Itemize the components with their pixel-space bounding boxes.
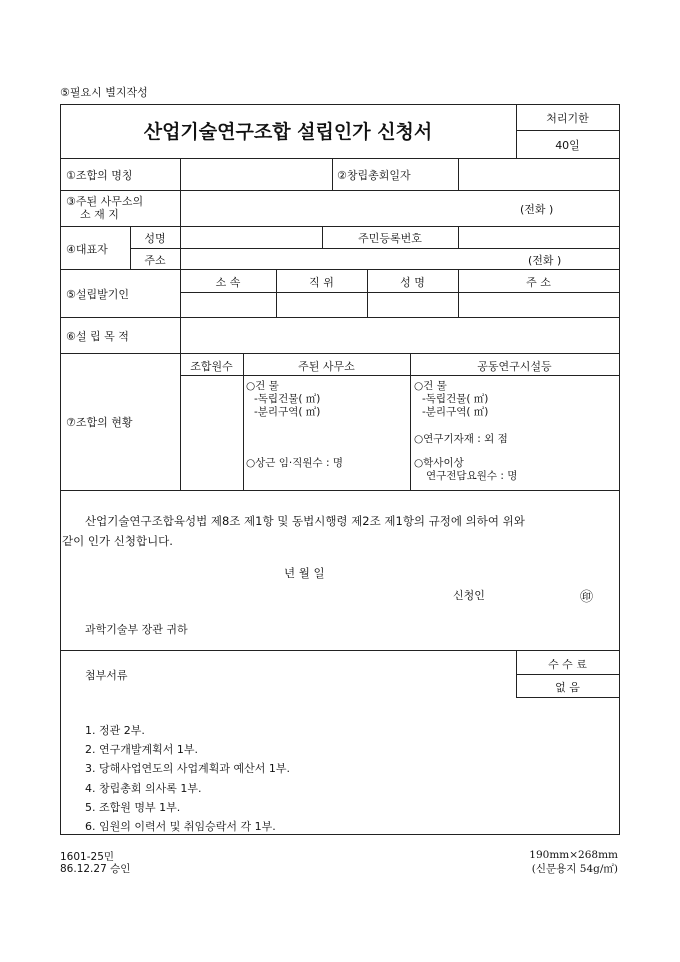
office-label-line2: 소 재 지 (80, 208, 119, 221)
declaration-text-line2: 같이 인가 신청합니다. (62, 534, 173, 548)
attachment-item: 4. 창립총회 의사록 1부. (85, 782, 202, 795)
fee-label: 수 수 료 (548, 658, 587, 671)
recipient: 과학기술부 장관 귀하 (85, 623, 188, 636)
office-staff-count: ○상근 임·직원수 : 명 (246, 457, 344, 469)
form-number: 1601-25민 (60, 851, 115, 863)
seal-mark: ㊞ (580, 590, 594, 605)
attachment-item: 1. 정관 2부. (85, 724, 145, 737)
status-col-office: 주된 사무소 (298, 360, 355, 373)
paper-type: (신문용지 54g/㎡) (531, 863, 618, 875)
founders-col-position: 직 위 (309, 276, 334, 289)
founders-label: ⑤설립발기인 (66, 288, 129, 301)
facility-independent-building: -독립건물( ㎡) (422, 393, 489, 405)
facility-researchers: 연구전담요원수 : 명 (426, 470, 518, 482)
office-label-line1: ③주된 사무소의 (66, 195, 144, 208)
application-date: 년 월 일 (284, 566, 325, 580)
union-name-label: ①조합의 명칭 (66, 169, 133, 182)
attachment-item: 6. 임원의 이력서 및 취임승락서 각 1부. (85, 820, 276, 833)
applicant-label: 신청인 (453, 589, 485, 602)
form-title: 산업기술연구조합 설립인가 신청서 (143, 121, 433, 143)
founders-col-affiliation: 소 속 (215, 276, 241, 289)
attachment-item: 3. 당해사업연도의 사업계획과 예산서 1부. (85, 762, 290, 775)
deadline-label: 처리기한 (546, 112, 589, 125)
attachments-label: 첨부서류 (85, 669, 128, 682)
approval-date: 86.12.27 승인 (60, 863, 131, 875)
deadline-value: 40일 (555, 139, 580, 152)
facility-building: ○건 물 (414, 380, 447, 392)
office-separate-area: -분리구역( ㎡) (254, 406, 321, 418)
status-col-members: 조합원수 (190, 360, 233, 373)
rep-rrn-label: 주민등록번호 (358, 232, 422, 245)
office-independent-building: -독립건물( ㎡) (254, 393, 321, 405)
status-col-facility: 공동연구시설등 (477, 360, 552, 373)
founders-col-address: 주 소 (526, 276, 551, 289)
attachment-item: 2. 연구개발계획서 1부. (85, 743, 198, 756)
office-phone: (전화 ) (520, 203, 554, 216)
founders-col-name: 성 명 (400, 276, 425, 289)
rep-name-label: 성명 (144, 232, 166, 245)
facility-equipment: ○연구기자재 : 외 점 (414, 433, 508, 445)
purpose-label: ⑥설 립 목 적 (66, 330, 129, 343)
fee-value: 없 음 (555, 681, 580, 694)
paper-size: 190mm×268mm (529, 849, 618, 861)
declaration-text-line1: 산업기술연구조합육성법 제8조 제1항 및 동법시행령 제2조 제1항의 규정에 의하여 위와 (85, 514, 525, 528)
founding-date-label: ②창립총회일자 (337, 169, 411, 182)
rep-address-label: 주소 (144, 254, 166, 267)
header-note: ⑤필요시 별지작성 (60, 86, 148, 99)
rep-phone: (전화 ) (528, 254, 562, 267)
representative-label: ④대표자 (66, 243, 108, 256)
attachment-item: 5. 조합원 명부 1부. (85, 801, 181, 814)
office-building: ○건 물 (246, 380, 279, 392)
facility-separate-area: -분리구역( ㎡) (422, 406, 489, 418)
facility-graduate: ○학사이상 (414, 457, 464, 469)
status-label: ⑦조합의 현황 (66, 416, 133, 429)
